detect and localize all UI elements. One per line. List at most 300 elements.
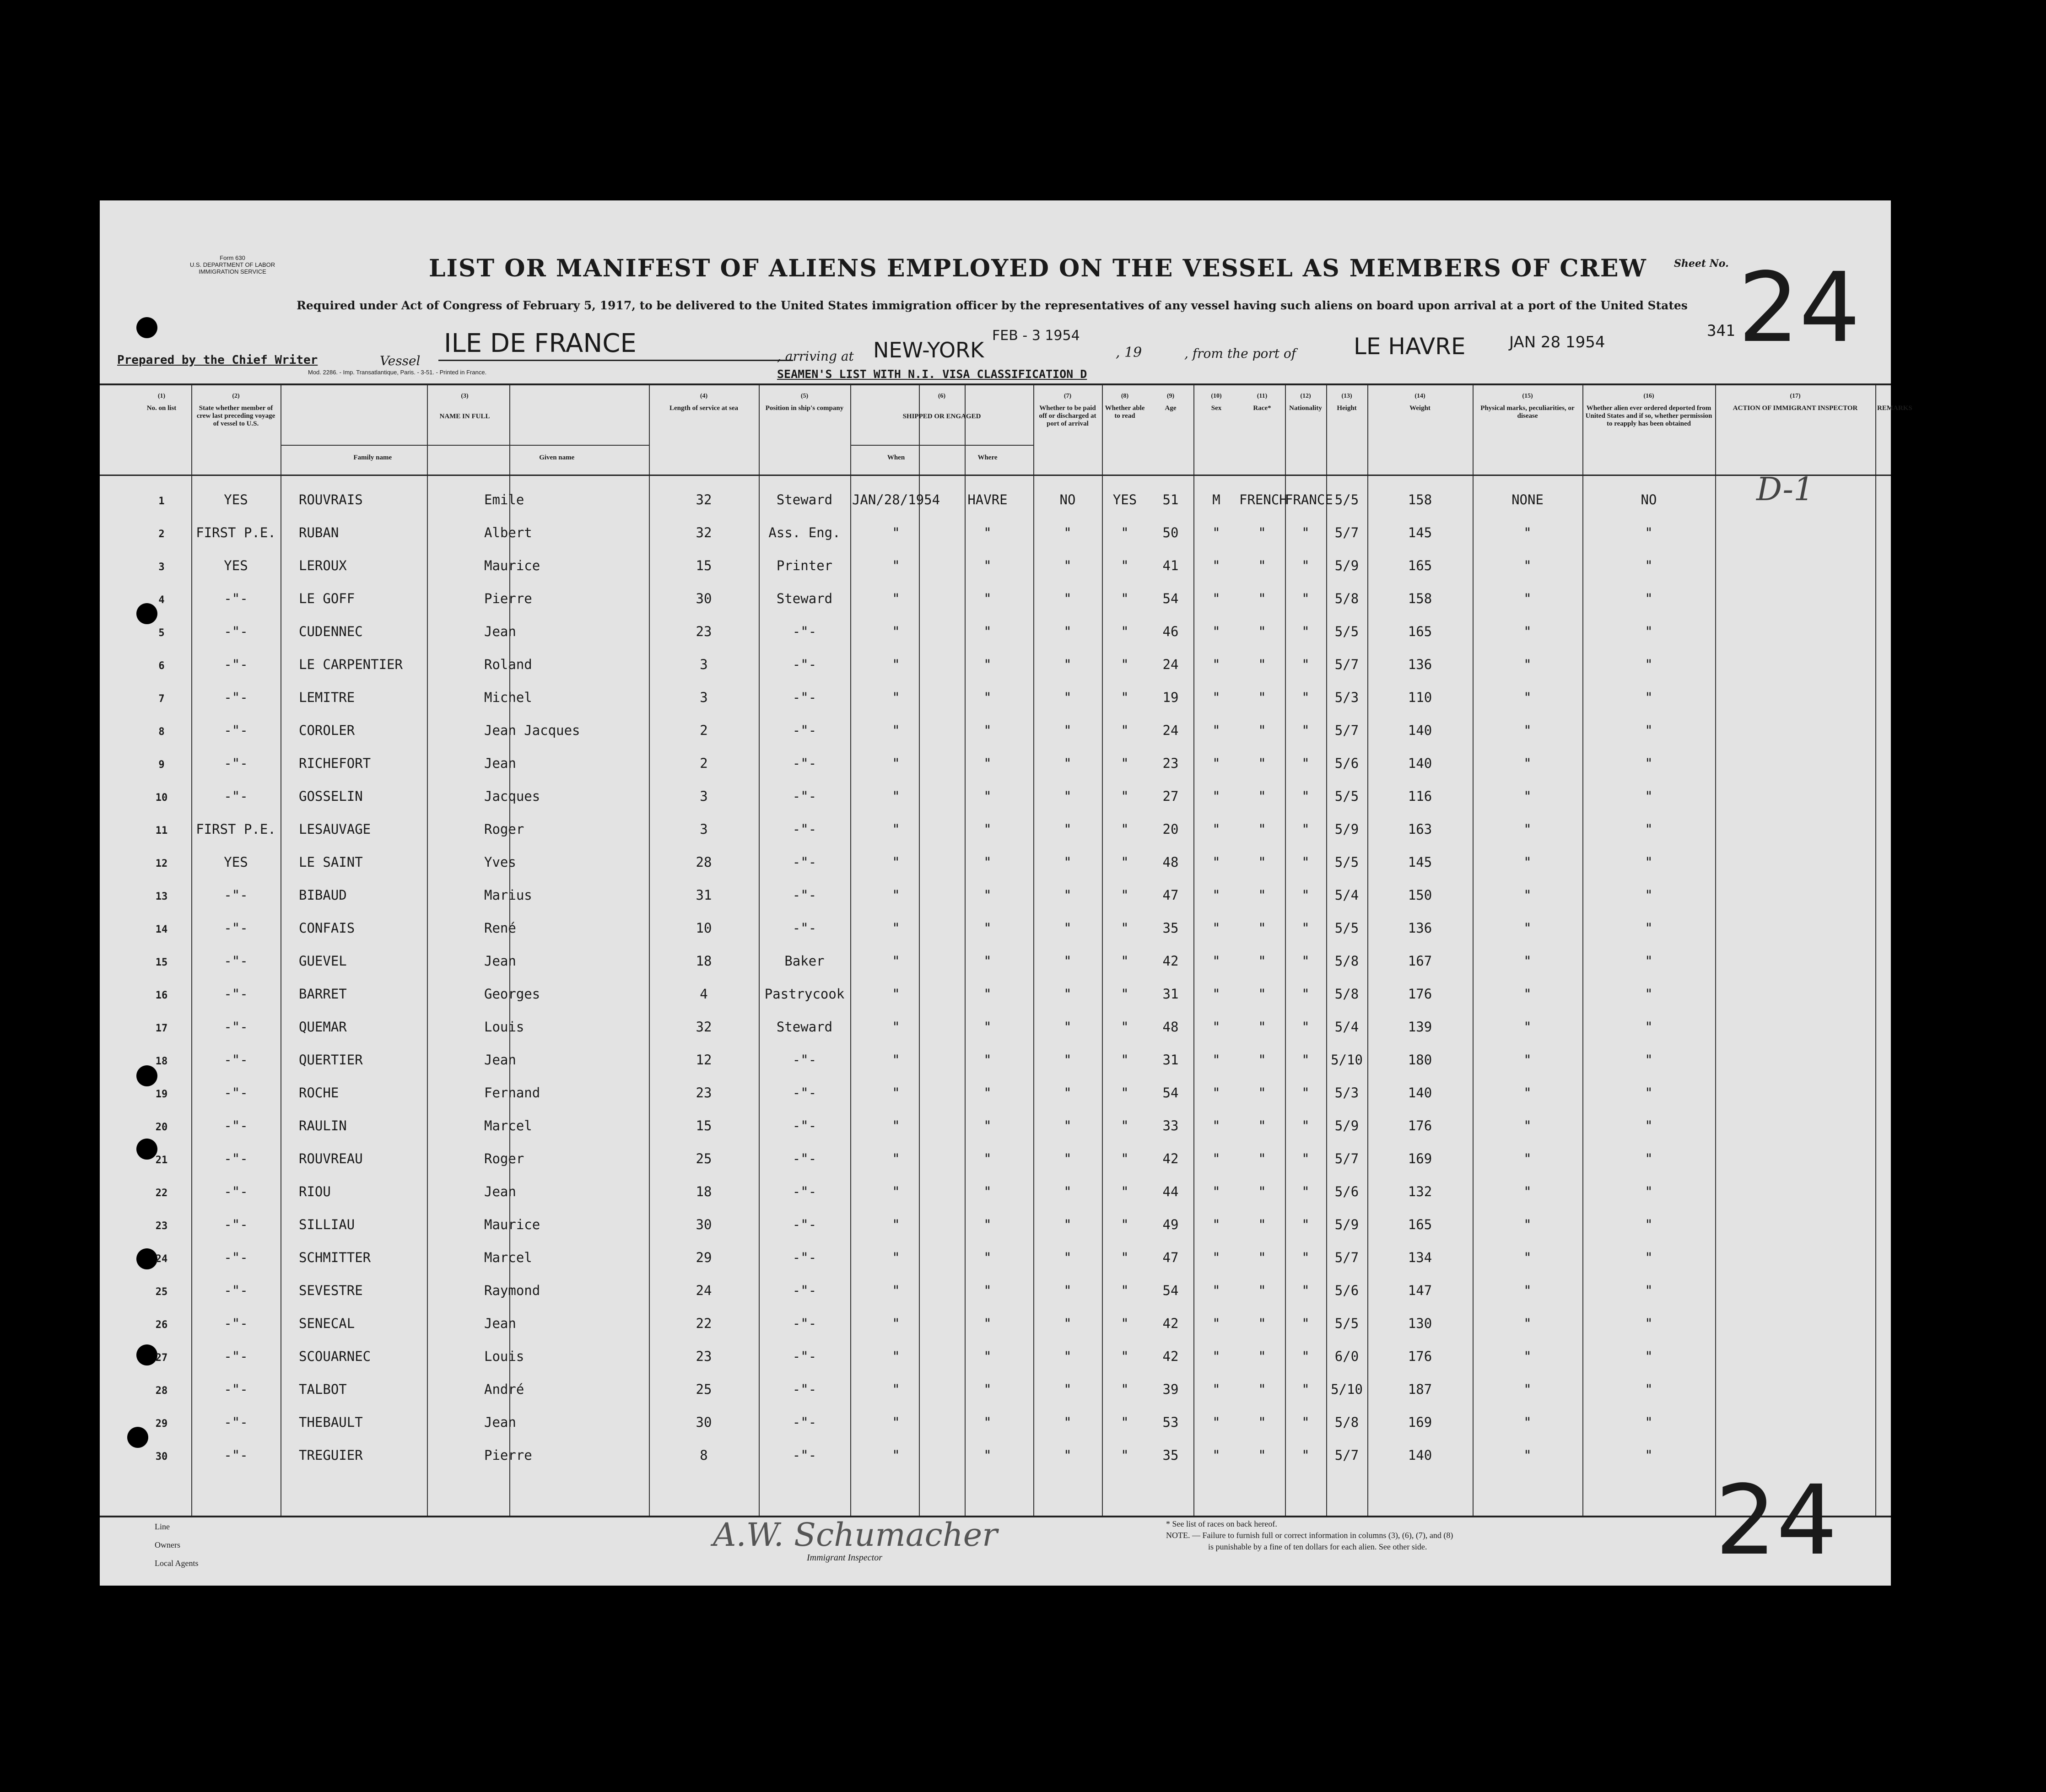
table-cell: Louis [484,1019,524,1035]
table-cell: 27 [1162,788,1179,804]
table-cell: " [1645,854,1653,870]
table-cell: " [1258,723,1266,738]
table-cell: " [983,1414,992,1430]
table-cell: -"- [224,756,248,771]
table-cell: 165 [1408,1217,1432,1232]
table-cell: 5/9 [1334,821,1359,837]
table-cell: " [1121,1447,1129,1463]
table-cell: " [1523,821,1532,837]
table-cell: " [983,1250,992,1265]
table-cell: " [1523,1052,1532,1068]
column-number: (3) [461,393,469,399]
table-cell: " [892,1085,900,1101]
table-cell: Albert [484,525,532,540]
table-cell: " [1301,1118,1310,1133]
column-header: Whether alien ever ordered deported from United States and if so, whether permission to reapply has been obtained [1585,405,1712,427]
table-cell: -"- [224,1447,248,1463]
column-header: Length of service at sea [669,405,738,412]
table-cell: " [1121,756,1129,771]
table-cell: " [1121,887,1129,903]
form-identifier [136,254,329,275]
table-cell: " [892,1250,900,1265]
table-cell: " [983,854,992,870]
table-cell: " [1063,756,1072,771]
table-cell: Georges [484,986,540,1002]
table-cell: " [1301,821,1310,837]
table-cell: " [1301,1283,1310,1298]
inspector-label: Immigrant Inspector [807,1553,882,1563]
table-cell: 158 [1408,492,1432,507]
table-cell: " [1645,1447,1653,1463]
table-cell: -"- [224,591,248,606]
table-cell: 18 [696,953,712,969]
table-cell: " [1121,558,1129,573]
punch-hole [136,317,157,338]
table-cell: -"- [224,1085,248,1101]
table-cell: " [892,591,900,606]
table-cell: " [1645,1250,1653,1265]
table-cell: 110 [1408,690,1432,705]
table-cell: 30 [155,1451,168,1463]
table-cell: -"- [224,1118,248,1133]
table-cell: -"- [224,1250,248,1265]
table-cell: " [1212,1184,1220,1199]
column-header: No. on list [146,405,177,412]
table-cell: " [1063,788,1072,804]
table-cell: " [1121,1217,1129,1232]
subheader-divider [850,445,1033,446]
table-cell: " [1645,723,1653,738]
table-cell: " [1301,788,1310,804]
table-cell: " [983,1316,992,1331]
table-row [100,1042,1891,1074]
table-cell: 30 [696,1217,712,1232]
table-cell: -"- [224,1414,248,1430]
table-cell: 17 [155,1023,168,1034]
table-cell: 158 [1408,591,1432,606]
table-cell: " [1121,788,1129,804]
printer-note: Mod. 2286. - Imp. Transatlantique, Paris. - 3-51. - Printed in France. [308,369,487,376]
table-cell: 187 [1408,1382,1432,1397]
table-cell: " [1301,1447,1310,1463]
table-cell: " [1121,1085,1129,1101]
table-cell: Pierre [484,1447,532,1463]
manifest-sheet [100,200,1912,1586]
table-cell: " [1063,1151,1072,1166]
table-cell: Roger [484,1151,524,1166]
table-row [100,1173,1891,1205]
table-cell: " [1645,525,1653,540]
table-cell: " [1645,591,1653,606]
table-cell: -"- [792,1382,817,1397]
table-cell: " [1523,1085,1532,1101]
table-cell: " [983,657,992,672]
prepared-by-note: Prepared by the Chief Writer [117,353,318,367]
table-cell: 15 [696,1118,712,1133]
table-row [100,745,1891,777]
table-cell: Raymond [484,1283,540,1298]
table-cell: Jean [484,624,516,639]
table-cell: Steward [776,591,833,606]
table-cell: " [1121,1118,1129,1133]
table-cell: -"- [224,723,248,738]
table-cell: 5/10 [1331,1052,1363,1068]
table-cell: " [1258,525,1266,540]
table-cell: " [1301,1414,1310,1430]
table-cell: " [1523,525,1532,540]
table-cell: 50 [1162,525,1179,540]
table-cell: Jean [484,953,516,969]
table-cell: 5/3 [1334,1085,1359,1101]
table-cell: 30 [696,591,712,606]
table-row [100,646,1891,678]
table-cell: 165 [1408,558,1432,573]
table-cell: 5/6 [1334,1184,1359,1199]
table-cell: 42 [1162,1151,1179,1166]
table-cell: -"- [792,624,817,639]
table-cell: " [1645,986,1653,1002]
table-cell: 2 [158,529,165,540]
table-cell: " [1121,1316,1129,1331]
table-cell: -"- [224,1316,248,1331]
table-cell: " [1212,920,1220,936]
table-cell: 5/8 [1334,591,1359,606]
table-cell: " [1523,690,1532,705]
table-cell: GUEVEL [299,953,347,969]
column-number: (8) [1121,393,1129,399]
table-cell: " [1212,624,1220,639]
table-cell: " [892,1217,900,1232]
table-cell: " [1258,920,1266,936]
table-cell: 1 [158,496,165,507]
table-row [100,679,1891,711]
table-cell: -"- [224,690,248,705]
table-cell: 14 [155,924,168,935]
table-cell: -"- [224,788,248,804]
departure-port: LE HAVRE [1354,333,1466,360]
table-row [100,811,1891,843]
arriving-label: , arriving at [777,349,854,364]
table-cell: 51 [1162,492,1179,507]
column-number: (5) [800,393,809,399]
table-cell: 145 [1408,525,1432,540]
table-cell: -"- [224,920,248,936]
table-cell: 5/9 [1334,558,1359,573]
column-header: Sex [1211,405,1222,412]
table-cell: 5/5 [1334,492,1359,507]
table-cell: Marius [484,887,532,903]
table-cell: 3 [700,690,708,705]
table-cell: " [983,558,992,573]
table-cell: " [1212,690,1220,705]
table-cell: -"- [792,1250,817,1265]
table-cell: " [1258,690,1266,705]
table-cell: " [1645,1019,1653,1035]
table-cell: LESAUVAGE [299,821,371,837]
table-cell: 8 [700,1447,708,1463]
table-cell: 5/9 [1334,1217,1359,1232]
table-cell: 21 [155,1155,168,1166]
column-header: Nationality [1289,405,1322,412]
table-cell: " [892,887,900,903]
table-cell: Steward [776,1019,833,1035]
table-cell: " [1121,624,1129,639]
table-cell: Maurice [484,1217,540,1232]
table-cell: 5/5 [1334,920,1359,936]
table-row [100,613,1891,645]
table-cell: LEMITRE [299,690,355,705]
table-cell: -"- [792,756,817,771]
table-cell: " [1301,756,1310,771]
table-cell: " [892,1283,900,1298]
table-cell: THEBAULT [299,1414,363,1430]
table-cell: " [1645,558,1653,573]
table-cell: " [1212,1349,1220,1364]
table-cell: " [1523,986,1532,1002]
table-cell: -"- [792,1217,817,1232]
table-cell: " [1301,1217,1310,1232]
table-cell: " [1212,1151,1220,1166]
table-cell: 54 [1162,591,1179,606]
remark-annotation: D-1 [1756,470,1814,508]
table-cell: -"- [224,953,248,969]
table-cell: -"- [224,1052,248,1068]
table-cell: " [1523,1019,1532,1035]
arrival-date-stamp: FEB - 3 1954 [992,328,1080,344]
table-cell: " [983,591,992,606]
table-cell: 4 [700,986,708,1002]
table-cell: 22 [696,1316,712,1331]
table-cell: " [1121,1052,1129,1068]
table-cell: RAULIN [299,1118,347,1133]
table-cell: " [892,821,900,837]
table-cell: 12 [696,1052,712,1068]
table-cell: " [892,953,900,969]
table-cell: 35 [1162,1447,1179,1463]
table-cell: 3 [700,657,708,672]
table-cell: " [1063,1052,1072,1068]
table-cell: 5/10 [1331,1382,1363,1397]
table-cell: " [1258,756,1266,771]
subheader-divider [281,445,649,446]
table-cell: " [1258,1118,1266,1133]
table-cell: Jean [484,756,516,771]
table-cell: " [1258,1283,1266,1298]
table-cell: " [892,723,900,738]
column-header: Whether able to read [1105,405,1145,420]
table-cell: -"- [792,1349,817,1364]
table-row [100,1338,1891,1370]
footer-owners-label: Owners [155,1540,180,1549]
table-cell: ROUVRAIS [299,492,363,507]
table-cell: 32 [696,525,712,540]
table-cell: " [1301,558,1310,573]
table-cell: " [1645,1118,1653,1133]
table-cell: 169 [1408,1414,1432,1430]
table-cell: 5/3 [1334,690,1359,705]
table-cell: 47 [1162,887,1179,903]
table-cell: -"- [792,1151,817,1166]
column-header: NAME IN FULL [439,413,490,420]
table-cell: QUERTIER [299,1052,363,1068]
table-cell: " [1301,1052,1310,1068]
table-cell: TALBOT [299,1382,347,1397]
table-cell: -"- [224,1217,248,1232]
table-cell: 28 [155,1385,168,1397]
table-cell: 5/7 [1334,1151,1359,1166]
table-cell: " [1523,591,1532,606]
note-penalty: NOTE. — Failure to furnish full or correct information in columns (3), (6), (7), and (8) [1166,1531,1453,1540]
table-cell: -"- [792,1447,817,1463]
table-cell: " [1063,723,1072,738]
column-header: Race* [1253,405,1271,412]
table-cell: Baker [784,953,825,969]
table-cell: " [1121,986,1129,1002]
table-cell: " [1258,1217,1266,1232]
table-cell: " [1645,953,1653,969]
table-cell: " [1063,854,1072,870]
table-cell: -"- [224,887,248,903]
table-cell: 5/7 [1334,723,1359,738]
table-cell: " [983,1151,992,1166]
footer-notes [1166,1518,1578,1553]
table-cell: " [1212,1250,1220,1265]
table-cell: " [1121,1283,1129,1298]
table-cell: " [1063,1019,1072,1035]
table-cell: " [983,1184,992,1199]
table-row [100,1371,1891,1403]
table-cell: 5/5 [1334,624,1359,639]
table-cell: " [983,788,992,804]
table-cell: " [1523,657,1532,672]
table-cell: " [1258,558,1266,573]
table-row [100,1305,1891,1337]
table-cell: " [1523,887,1532,903]
table-cell: -"- [792,1283,817,1298]
table-cell: " [1523,1217,1532,1232]
table-cell: " [983,1349,992,1364]
table-cell: 54 [1162,1283,1179,1298]
table-cell: " [1063,1382,1072,1397]
table-cell: 31 [1162,1052,1179,1068]
table-cell: SEVESTRE [299,1283,363,1298]
table-cell: 29 [155,1418,168,1430]
table-cell: HAVRE [967,492,1008,507]
table-cell: " [892,986,900,1002]
table-cell: " [1645,690,1653,705]
table-cell: " [892,690,900,705]
table-row [100,1272,1891,1304]
sheet-number-bottom: 24 [1715,1464,1838,1576]
table-cell: " [892,624,900,639]
table-cell: " [892,1019,900,1035]
table-row [100,481,1891,513]
column-number: (13) [1341,393,1352,399]
table-cell: 11 [155,825,168,837]
table-cell: Yves [484,854,516,870]
table-cell: 19 [155,1089,168,1100]
table-cell: René [484,920,516,936]
table-cell: Michel [484,690,532,705]
table-cell: " [1645,821,1653,837]
table-cell: " [1063,821,1072,837]
table-cell: " [1212,1316,1220,1331]
table-cell: " [1258,1085,1266,1101]
table-cell: FRENCH [1239,492,1287,507]
table-cell: " [1212,756,1220,771]
table-cell: " [1063,1085,1072,1101]
table-cell: 23 [696,624,712,639]
table-cell: 132 [1408,1184,1432,1199]
table-cell: " [1121,1184,1129,1199]
column-number: (2) [232,393,240,399]
table-cell: " [1301,723,1310,738]
table-cell: " [1523,1250,1532,1265]
column-header: Whether to be paid off or discharged at port of arrival [1039,405,1096,427]
table-cell: -"- [792,1414,817,1430]
table-cell: 6/0 [1334,1349,1359,1364]
table-cell: " [1258,1052,1266,1068]
table-cell: Jean [484,1316,516,1331]
table-row [100,943,1891,975]
table-cell: " [1212,953,1220,969]
table-row [100,1239,1891,1271]
table-cell: " [1258,657,1266,672]
table-cell: 10 [155,792,168,804]
table-cell: -"- [224,657,248,672]
table-cell: " [1301,624,1310,639]
table-cell: 39 [1162,1382,1179,1397]
table-cell: 5/4 [1334,887,1359,903]
departure-date-stamp: JAN 28 1954 [1509,333,1605,351]
table-cell: " [1523,1151,1532,1166]
table-cell: " [1523,1382,1532,1397]
vessel-label: Vessel [380,353,421,368]
table-cell: " [1645,920,1653,936]
table-cell: " [1523,854,1532,870]
table-cell: 32 [696,1019,712,1035]
table-cell: -"- [224,1349,248,1364]
table-cell: " [1212,525,1220,540]
column-number: (11) [1257,393,1268,399]
table-cell: " [1212,1447,1220,1463]
table-cell: -"- [792,1316,817,1331]
table-cell: RICHEFORT [299,756,371,771]
table-cell: M [1212,492,1220,507]
table-cell: 136 [1408,657,1432,672]
table-cell: Maurice [484,558,540,573]
note-races: * See list of races on back hereof. [1166,1519,1277,1528]
table-row [100,514,1891,546]
table-cell: 23 [1162,756,1179,771]
table-cell: RIOU [299,1184,331,1199]
table-cell: RUBAN [299,525,339,540]
table-cell: 176 [1408,986,1432,1002]
table-cell: " [1212,558,1220,573]
column-header: Height [1337,405,1357,412]
table-cell: " [892,558,900,573]
table-cell: Marcel [484,1250,532,1265]
table-cell: YES [224,854,248,870]
table-cell: NO [1641,492,1657,507]
table-cell: 42 [1162,1316,1179,1331]
table-cell: GOSSELIN [299,788,363,804]
column-number: (15) [1522,393,1533,399]
table-cell: " [1258,624,1266,639]
table-cell: " [1645,1414,1653,1430]
table-cell: " [983,624,992,639]
column-header: Position in ship's company [765,405,844,412]
